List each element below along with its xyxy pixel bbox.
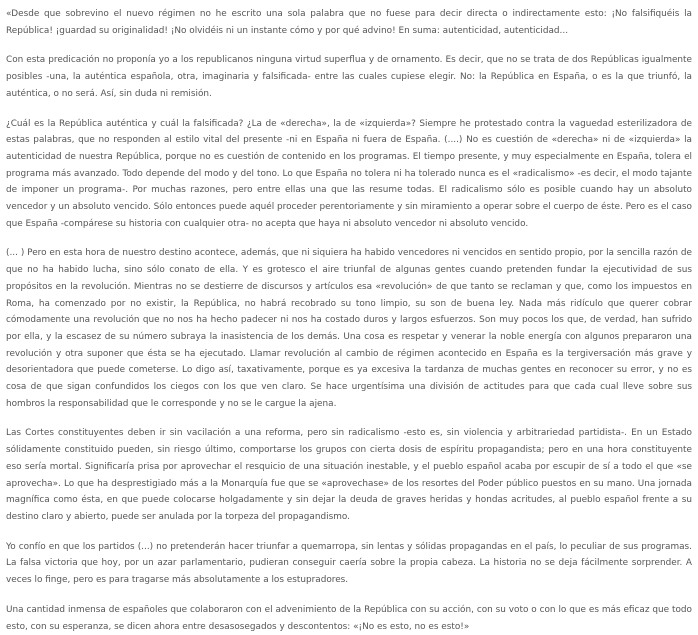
paragraph-4: (... ) Pero en esta hora de nuestro destino acontece, además, que ni siquiera ha habido vencedores ni vencidos en sentido propio, por la sencilla razón de que no ha habido lucha, sino sólo conato de ella. Y es grotesco el aire triunfal de algunas gentes cuando pretenden fundar la ejecutividad de sus propósitos en la revolución. Mientras no se destierre de discursos y artículos esa «revolución» de que tanto se reclaman y que, como los impuestos en Roma, ha comenzado por no existir, la República, no habrá recobrado su tono limpio, su son de buena ley. Nada más ridículo que querer cobrar cómodamente una revolución que no nos ha hecho padecer ni nos ha costado duros y largos esfuerzos. Son muy pocos los que, de verdad, han sufrido por ella, y la escasez de su número subraya la inasistencia de los demás. Una cosa es respetar y venerar la noble energía con algunos prepararon una revolución y otra suponer que ésta se ha ejecutado. Llamar revolución al cambio de régimen acontecido en España es la tergiversación más grave y desorientadora que puede cometerse. Lo digo así, taxativamente, porque es ya excesiva la tardanza de muchas gentes en reconocer su error, y no es cosa de que sigan confundidos los ciegos con los que ven claro. Se hace urgentísima una división de actitudes para que cada cual lleve sobre sus hombros la responsabilidad que le corresponde y no se le cargue la ajena. xyxy=(6,248,692,409)
paragraph-1: «Desde que sobrevino el nuevo régimen no he escrito una sola palabra que no fuese para decir directa o indirectamente esto: ¡No falsifiquéis la República! ¡guardad su originalidad! ¡No olvidéis ni un instante cómo y por qué advino! En suma: autenticidad, autenticidad... xyxy=(6,9,692,36)
paragraph-7: Una cantidad inmensa de españoles que colaboraron con el advenimiento de la República con su acción, con su voto o con lo que es más eficaz que todo esto, con su esperanza, se dicen ahora entre desasosegados y descontentos: «¡No es esto, no es esto!» xyxy=(6,604,692,632)
paragraph-6: Yo confío en que los partidos (...) no pretenderán hacer triunfar a quemarropa, sin lentas y sólidas propagandas en el país, lo peculiar de sus programas. La falsa victoria que hoy, por un azar parlamentario, pudieran conseguir caería sobre la propia cabeza. La historia no se deja fácilmente sorprender. A veces lo finge, pero es para tragarse más absolutamente a los estupradores. xyxy=(6,541,692,586)
article-body xyxy=(6,6,692,635)
paragraph-2: Con esta predicación no proponía yo a los republicanos ninguna virtud superflua y de ornamento. Es decir, que no se trata de dos Repúblicas igualmente posibles -una, la auténtica española, otra, imaginaria y falsificada- entre las cuales cupiese elegir. No: la República en España, o es la que triunfó, la auténtica, o no será. Así, sin duda ni remisión. xyxy=(6,55,692,99)
paragraph-5: Las Cortes constituyentes deben ir sin vacilación a una reforma, pero sin radicalismo -esto es, sin violencia y arbitrariedad partidista-. En un Estado sólidamente constituido pueden, sin riesgo último, comportarse los grupos con cierta dosis de espíritu propagandista; pero en una hora constituyente eso sería mortal. Significaría prisa por aprovechar el resquicio de una situación inestable, y el pueblo español acaba por escupir de sí a todo el que «se aprovecha». Lo que ha desprestigiado más a la Monarquía fue que se «aprovechase» de los resortes del Poder público puestos en su mano. Una jornada magnífica como ésta, en que puede colocarse holgadamente y sin dejar la deuda de graves heridas y hondas acritudes, al pueblo español frente a su destino claro y abierto, puede ser anulada por la torpeza del propagandismo. xyxy=(6,428,692,522)
paragraph-3: ¿Cuál es la República auténtica y cuál la falsificada? ¿La de «derecha», la de «izquierda»? Siempre he protestado contra la vaguedad esterilizadora de estas palabras, que no responden al estilo vital del presente -ni en España ni fuera de España. (....) No es cuestión de «derecha» ni de «izquierda» la autenticidad de nuestra República, porque no es cuestión de contenido en los programas. El tiempo presente, y muy especialmente en España, tolera el programa más avanzado. Todo depende del modo y del tono. Lo que España no tolera ni ha tolerado nunca es el «radicalismo» -es decir, el modo tajante de imponer un programa-. Por muchas razones, pero entre ellas una que las resume todas. El radicalismo sólo es posible cuando hay un absoluto vencedor y un absoluto vencido. Sólo entonces puede aquél proceder perentoriamente y sin miramiento a operar sobre el cuerpo de éste. Pero es el caso que España -compárese su historia con cualquier otra- no acepta que haya ni absoluto vencedor ni absoluto vencido. xyxy=(6,118,692,229)
